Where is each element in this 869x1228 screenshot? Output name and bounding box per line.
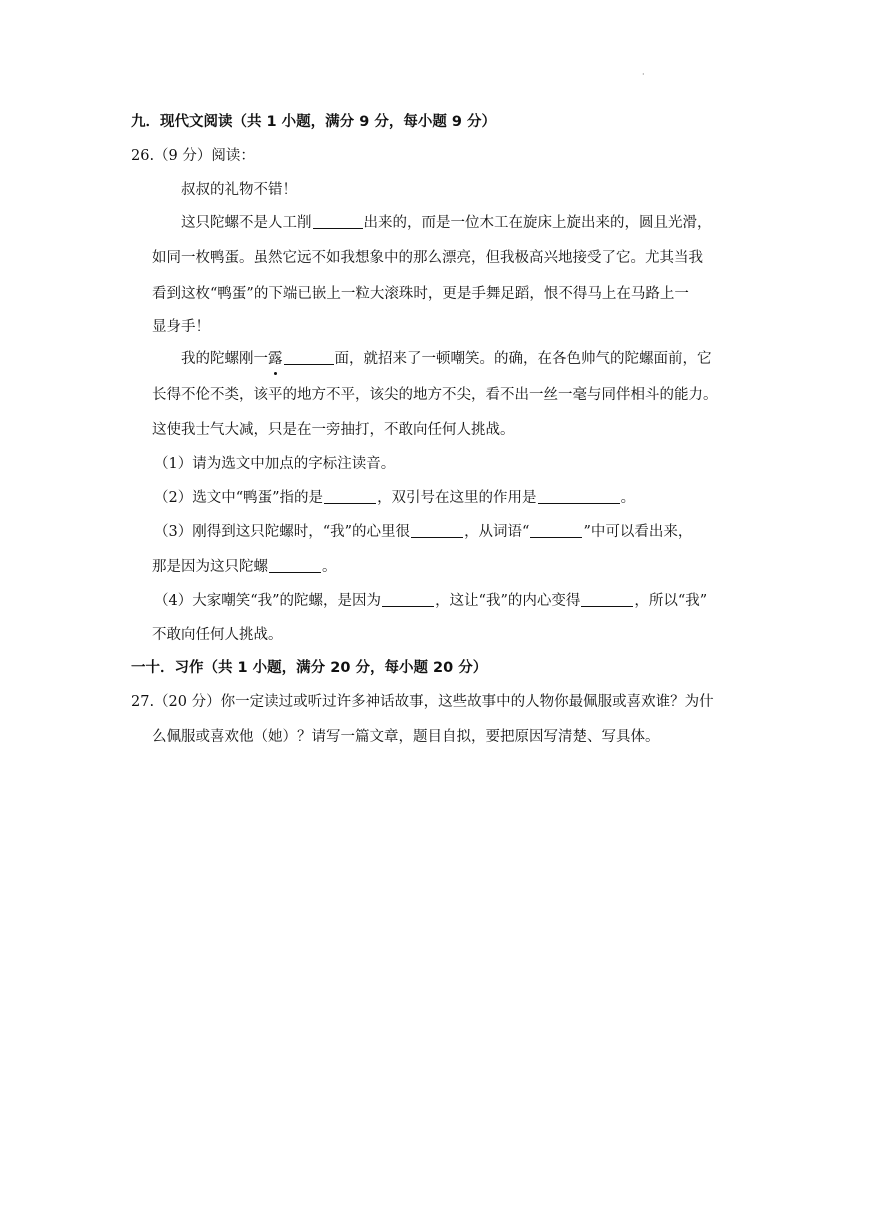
fill-blank[interactable] [284, 350, 334, 365]
question-26-stem: 26.（9 分）阅读： [131, 148, 255, 164]
passage-line-3: 如同一枚鸭蛋。虽然它远不如我想象中的那么漂亮，但我极高兴地接受了它。尤其当我 [152, 250, 703, 266]
subquestion-3-line-2 [152, 557, 337, 577]
question-27-line-1: 27.（20 分）你一定读过或听过许多神话故事，这些故事中的人物你最佩服或喜欢谁？为什 [131, 694, 714, 710]
question-text: 。 [322, 559, 337, 575]
question-text: 那是因为这只陀螺 [152, 559, 268, 575]
answer-blank[interactable] [530, 523, 582, 538]
answer-blank[interactable] [581, 592, 633, 607]
passage-line-2 [181, 213, 712, 233]
corner-mark: · [642, 70, 645, 79]
question-27-line-2: 么佩服或喜欢他（她）？请写一篇文章，题目自拟，要把原因写清楚、写具体。 [152, 729, 660, 745]
passage-line-7: 长得不伦不类，该平的地方不平，该尖的地方不尖，看不出一丝一毫与同伴相斗的能力。 [152, 387, 718, 403]
subquestion-1: （1）请为选文中加点的字标注读音。 [154, 456, 396, 472]
passage-line-4: 看到这枚“鸭蛋”的下端已嵌上一粒大滚珠时，更是手舞足蹈，恨不得马上在马路上一 [152, 286, 689, 302]
passage-line-5: 显身手！ [152, 319, 210, 335]
subquestion-3 [154, 522, 692, 542]
subquestion-4-line-2: 不敢向任何人挑战。 [152, 627, 283, 643]
section-10-heading: 一十．习作（共 1 小题，满分 20 分，每小题 20 分） [131, 660, 488, 676]
fill-blank[interactable] [313, 214, 363, 229]
question-text: ，双引号在这里的作用是 [377, 490, 537, 506]
passage-text: 这只陀螺不是人工削 [181, 215, 312, 231]
question-text: ”中可以看出来， [583, 524, 693, 540]
question-text: ，所以“我” [634, 593, 708, 609]
answer-blank[interactable] [324, 489, 376, 504]
passage-line-6 [181, 349, 712, 369]
section-9-heading: 九．现代文阅读（共 1 小题，满分 9 分，每小题 9 分） [131, 114, 497, 130]
question-text: （4）大家嘲笑“我”的陀螺，是因为 [154, 593, 382, 609]
dotted-character: 露 [268, 351, 283, 367]
answer-blank[interactable] [538, 489, 620, 504]
question-text: ，这让“我”的内心变得 [435, 593, 581, 609]
question-text: （2）选文中“鸭蛋”指的是 [154, 490, 324, 506]
passage-text: 我的陀螺刚一 [181, 351, 268, 367]
passage-text: 面，就招来了一顿嘲笑。的确，在各色帅气的陀螺面前，它 [334, 351, 712, 367]
question-text: ，从词语“ [464, 524, 530, 540]
subquestion-4 [154, 591, 707, 611]
passage-line-8: 这使我士气大减，只是在一旁抽打，不敢向任何人挑战。 [152, 422, 515, 438]
subquestion-2 [154, 488, 635, 508]
passage-text: 出来的，而是一位木工在旋床上旋出来的，圆且光滑， [363, 215, 712, 231]
answer-blank[interactable] [269, 558, 321, 573]
answer-blank[interactable] [411, 523, 463, 538]
passage-line-1: 叔叔的礼物不错！ [181, 182, 297, 198]
answer-blank[interactable] [382, 592, 434, 607]
question-text: 。 [620, 490, 636, 506]
question-text: （3）刚得到这只陀螺时，“我”的心里很 [154, 524, 411, 540]
